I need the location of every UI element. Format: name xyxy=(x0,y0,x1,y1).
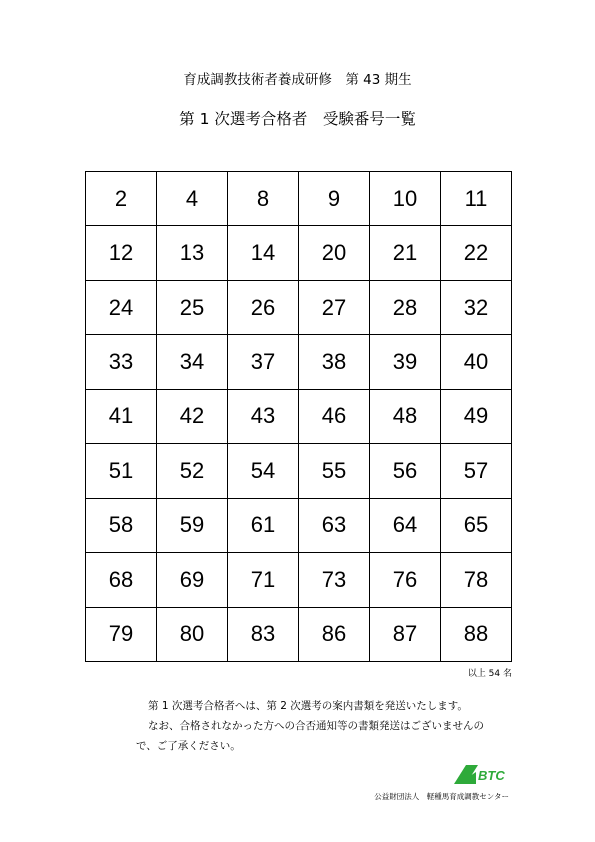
exam-number-cell: 43 xyxy=(228,389,299,443)
exam-number-cell: 10 xyxy=(370,172,441,226)
exam-number-cell: 71 xyxy=(228,553,299,607)
exam-number-cell: 37 xyxy=(228,335,299,389)
exam-number-cell: 56 xyxy=(370,444,441,498)
exam-number-cell: 69 xyxy=(157,553,228,607)
exam-number-cell: 8 xyxy=(228,172,299,226)
table-row xyxy=(86,498,512,552)
exam-number-cell: 65 xyxy=(441,498,512,552)
exam-number-cell: 59 xyxy=(157,498,228,552)
exam-number-cell: 42 xyxy=(157,389,228,443)
exam-number-cell: 4 xyxy=(157,172,228,226)
exam-number-cell: 21 xyxy=(370,226,441,280)
table-row xyxy=(86,335,512,389)
table-row xyxy=(86,444,512,498)
exam-number-cell: 38 xyxy=(299,335,370,389)
exam-number-cell: 76 xyxy=(370,553,441,607)
exam-number-cell: 83 xyxy=(228,607,299,662)
organization-name: 公益財団法人 軽種馬育成調教センター xyxy=(374,792,509,801)
exam-number-cell: 86 xyxy=(299,607,370,662)
exam-number-cell: 73 xyxy=(299,553,370,607)
exam-number-cell: 64 xyxy=(370,498,441,552)
exam-number-cell: 52 xyxy=(157,444,228,498)
exam-number-cell: 46 xyxy=(299,389,370,443)
exam-number-cell: 26 xyxy=(228,280,299,334)
exam-number-cell: 2 xyxy=(86,172,157,226)
exam-number-cell: 87 xyxy=(370,607,441,662)
total-count: 以上 54 名 xyxy=(467,669,512,679)
exam-number-cell: 12 xyxy=(86,226,157,280)
exam-number-cell: 57 xyxy=(441,444,512,498)
exam-number-cell: 51 xyxy=(86,444,157,498)
table-row xyxy=(86,607,512,662)
exam-number-cell: 39 xyxy=(370,335,441,389)
exam-number-cell: 22 xyxy=(441,226,512,280)
exam-number-cell: 80 xyxy=(157,607,228,662)
exam-number-cell: 54 xyxy=(228,444,299,498)
exam-number-cell: 28 xyxy=(370,280,441,334)
course-title: 育成調教技術者養成研修 第 43 期生 xyxy=(183,72,412,88)
table-row xyxy=(86,389,512,443)
note-line-3: で、ご了承ください。 xyxy=(136,740,241,752)
exam-number-cell: 25 xyxy=(157,280,228,334)
page-title: 第 1 次選考合格者 受験番号一覧 xyxy=(179,110,416,128)
note-line-1: 第 1 次選考合格者へは、第 2 次選考の案内書類を発送いたします。 xyxy=(148,700,468,712)
exam-number-cell: 27 xyxy=(299,280,370,334)
exam-number-cell: 41 xyxy=(86,389,157,443)
exam-number-cell: 78 xyxy=(441,553,512,607)
exam-number-cell: 61 xyxy=(228,498,299,552)
exam-number-cell: 55 xyxy=(299,444,370,498)
table-row xyxy=(86,172,512,226)
exam-number-cell: 32 xyxy=(441,280,512,334)
logo-text: BTC xyxy=(478,768,505,783)
exam-number-cell: 40 xyxy=(441,335,512,389)
exam-number-cell: 9 xyxy=(299,172,370,226)
exam-number-cell: 11 xyxy=(441,172,512,226)
btc-logo xyxy=(452,763,510,785)
table-row xyxy=(86,553,512,607)
exam-number-cell: 79 xyxy=(86,607,157,662)
exam-number-cell: 20 xyxy=(299,226,370,280)
table-row xyxy=(86,226,512,280)
exam-number-cell: 14 xyxy=(228,226,299,280)
exam-number-cell: 49 xyxy=(441,389,512,443)
exam-number-cell: 24 xyxy=(86,280,157,334)
exam-number-cell: 63 xyxy=(299,498,370,552)
exam-number-cell: 48 xyxy=(370,389,441,443)
exam-number-cell: 58 xyxy=(86,498,157,552)
exam-number-cell: 33 xyxy=(86,335,157,389)
exam-number-cell: 13 xyxy=(157,226,228,280)
note-line-2: なお、合格されなかった方への合否通知等の書類発送はございませんの xyxy=(148,720,484,732)
exam-number-cell: 88 xyxy=(441,607,512,662)
table-row xyxy=(86,280,512,334)
exam-number-cell: 34 xyxy=(157,335,228,389)
exam-number-cell: 68 xyxy=(86,553,157,607)
exam-number-table xyxy=(85,171,512,662)
